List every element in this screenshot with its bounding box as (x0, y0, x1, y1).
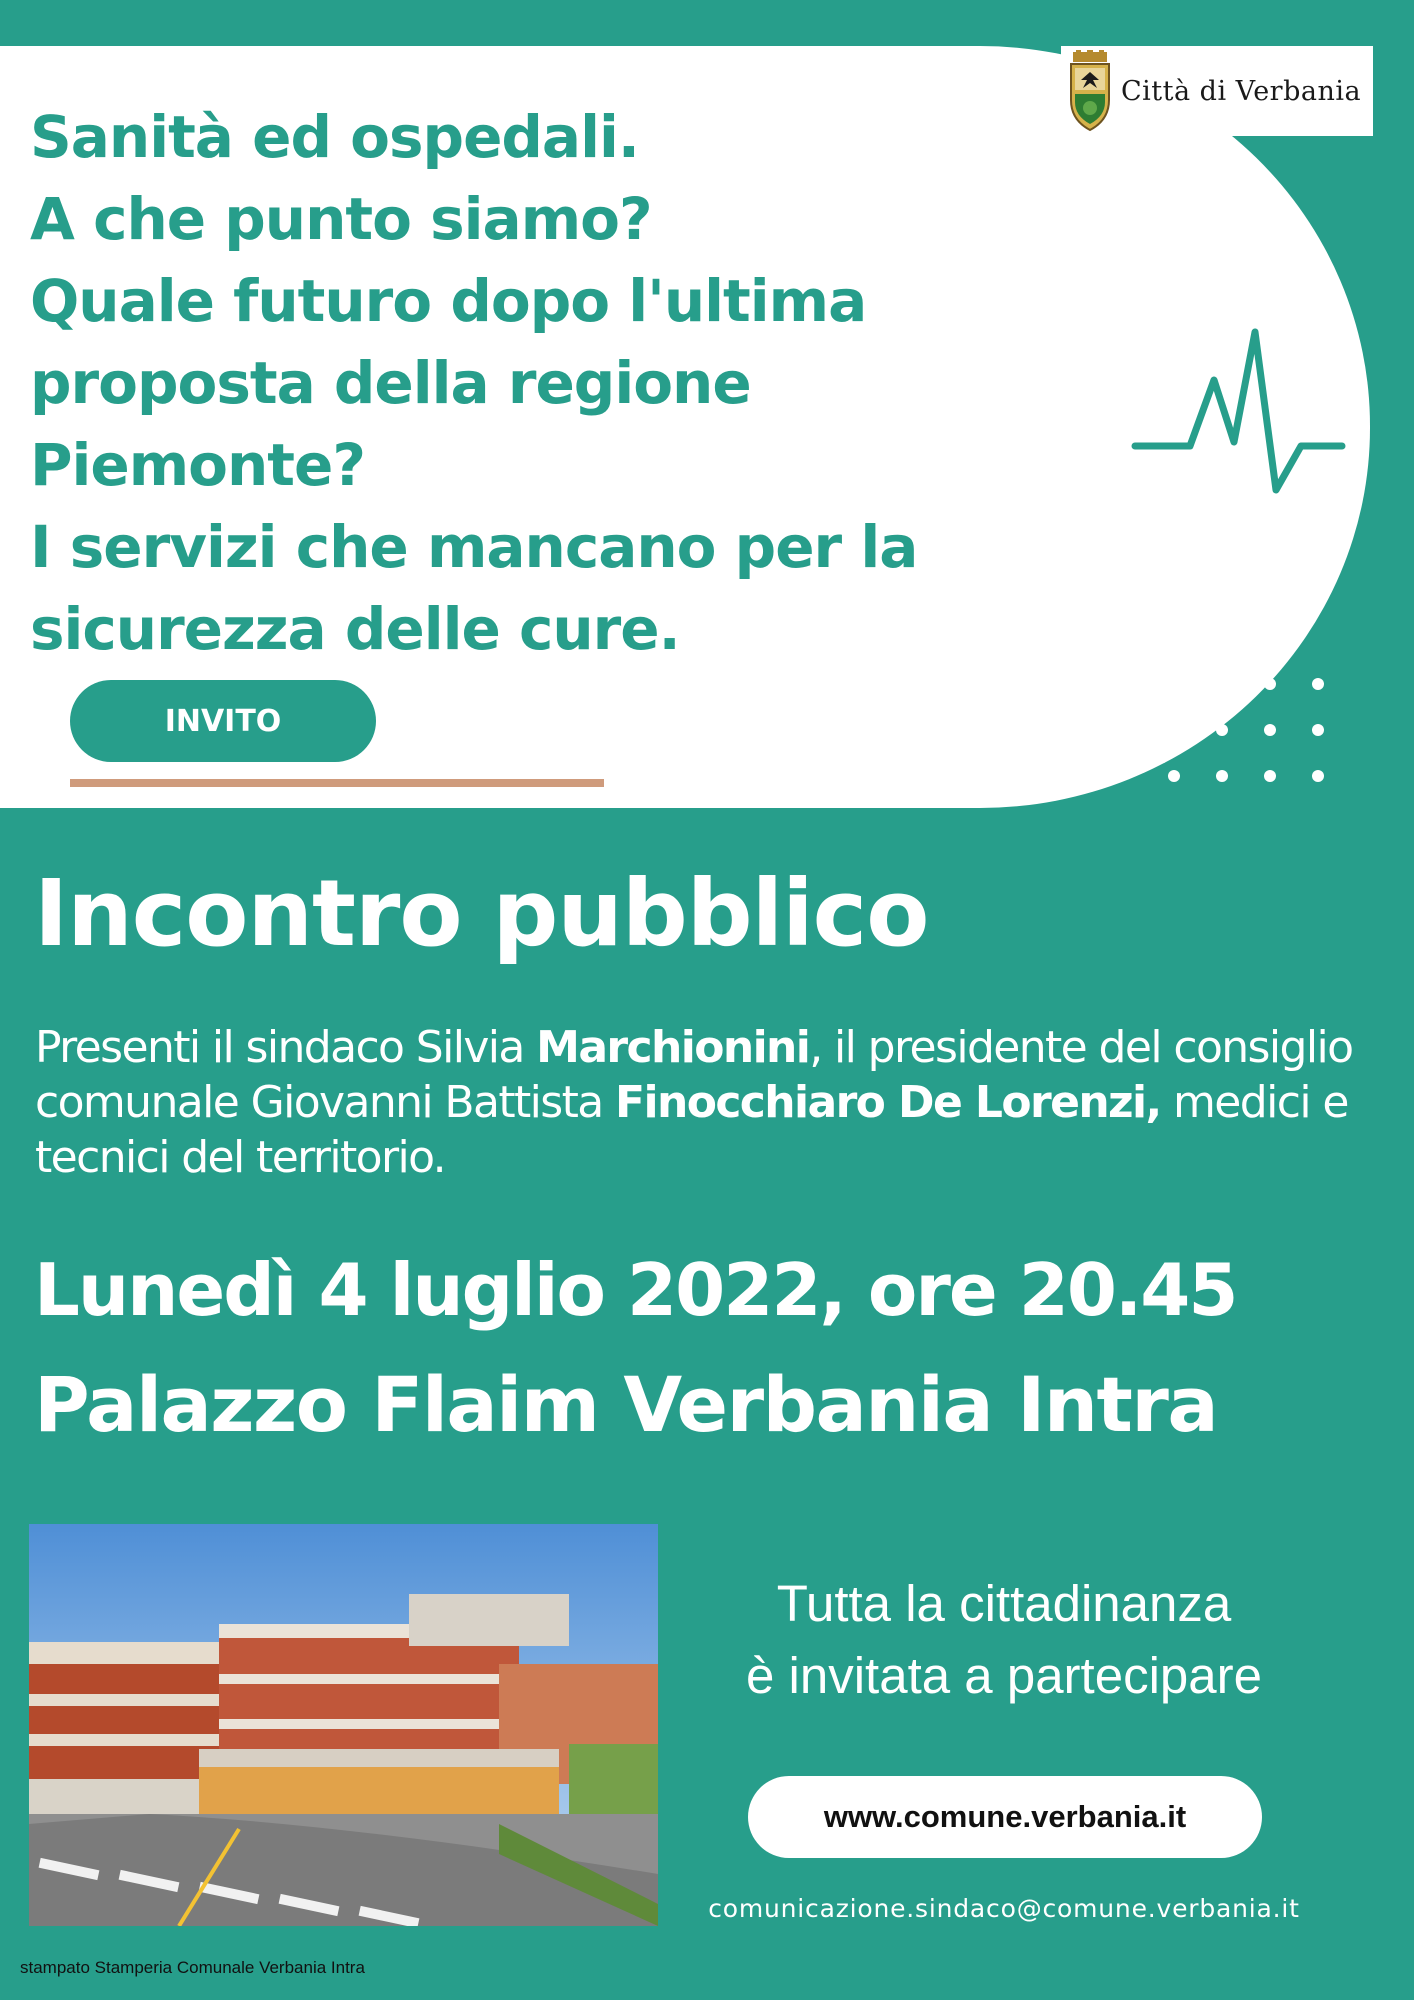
email-link[interactable]: comunicazione.sindaco@comune.verbania.it (708, 1894, 1300, 1923)
presenters-part: Presenti il sindaco Silvia (35, 1022, 537, 1073)
printer-credit: stampato Stamperia Comunale Verbania Intra (20, 1958, 365, 1977)
heartbeat-icon (1130, 320, 1350, 500)
mayor-name: Marchionini (536, 1022, 810, 1073)
headline (30, 96, 1150, 670)
event-venue (34, 1360, 1217, 1449)
venue-location: Verbania Intra (598, 1360, 1218, 1449)
invite-button[interactable]: INVITO (70, 680, 376, 762)
headline-line: I servizi che mancano per la (30, 513, 918, 581)
venue-name: Palazzo Flaim (34, 1360, 599, 1449)
invitation-line: Tutta la cittadinanza (776, 1575, 1232, 1632)
accent-divider (70, 779, 604, 787)
headline-line: proposta della regione (30, 349, 751, 417)
dot-grid-decoration (1164, 676, 1354, 786)
invitation-line: è invitata a partecipare (746, 1647, 1262, 1704)
presenters-part: medici e tecnici del territorio. (35, 1077, 1348, 1183)
website-link[interactable]: www.comune.verbania.it (748, 1776, 1262, 1858)
presenters-text (35, 1020, 1400, 1185)
headline-line: Quale futuro dopo l'ultima (30, 267, 867, 335)
headline-line: Sanità ed ospedali. (30, 103, 639, 171)
headline-line: A che punto siamo? (30, 185, 652, 253)
event-title: Incontro pubblico (34, 860, 929, 967)
event-date: Lunedì 4 luglio 2022, ore 20.45 (34, 1248, 1237, 1332)
council-president-name: Finocchiaro De Lorenzi, (615, 1077, 1161, 1128)
hospital-photo (29, 1524, 658, 1926)
headline-line: sicurezza delle cure. (30, 595, 680, 663)
presenters-part: , il presidente del consiglio comunale Giovanni Battista (35, 1022, 1353, 1128)
city-name: Città di Verbania (1121, 75, 1362, 107)
headline-line: Piemonte? (30, 431, 366, 499)
invitation-text (660, 1568, 1348, 1712)
